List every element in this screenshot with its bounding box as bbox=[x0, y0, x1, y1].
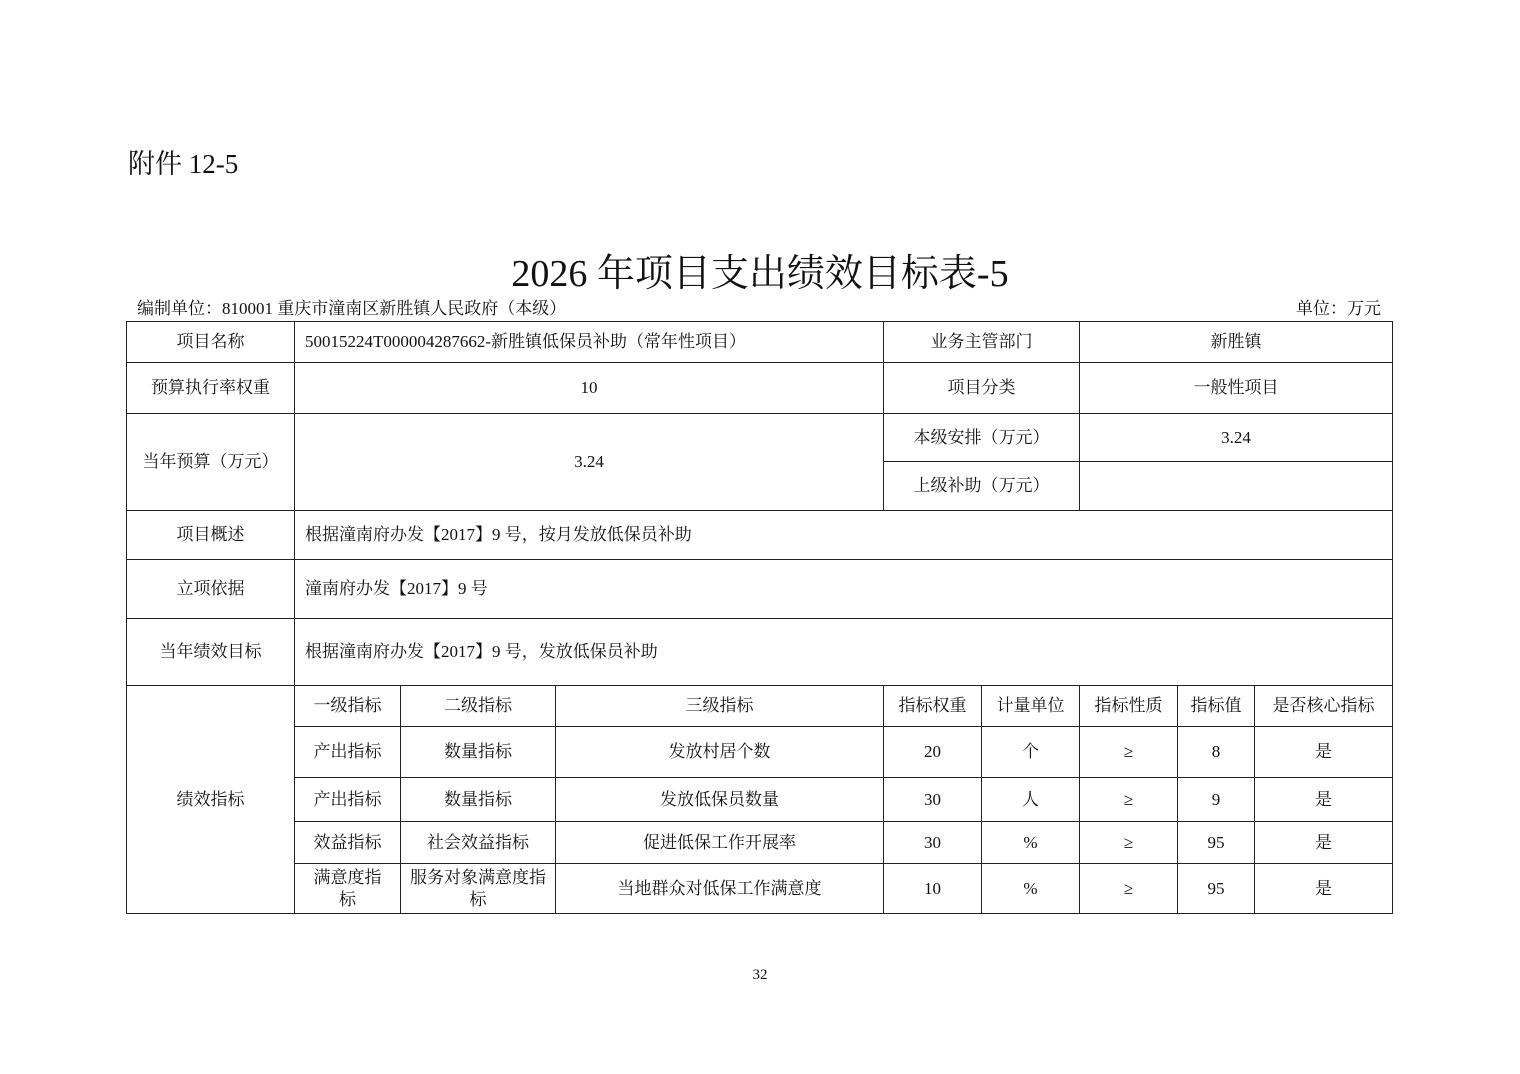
indicator-row bbox=[127, 864, 1393, 914]
unit-note: 单位：万元 bbox=[1296, 299, 1381, 318]
header-level1: 一级指标 bbox=[295, 686, 401, 727]
cell-core: 是 bbox=[1255, 822, 1393, 864]
header-level2: 二级指标 bbox=[401, 686, 556, 727]
row-exec-weight bbox=[127, 363, 1393, 414]
basis-value: 潼南府办发【2017】9 号 bbox=[295, 560, 1393, 619]
header-nature: 指标性质 bbox=[1080, 686, 1178, 727]
dept-label: 业务主管部门 bbox=[884, 322, 1080, 363]
indicators-label: 绩效指标 bbox=[127, 686, 295, 914]
upper-label: 上级补助（万元） bbox=[884, 462, 1080, 511]
cell-nature: ≥ bbox=[1080, 778, 1178, 822]
cell-nature: ≥ bbox=[1080, 822, 1178, 864]
row-basis bbox=[127, 560, 1393, 619]
cell-level3: 发放低保员数量 bbox=[556, 778, 884, 822]
indicator-header-row bbox=[127, 686, 1393, 727]
project-name-value: 50015224T000004287662-新胜镇低保员补助（常年性项目） bbox=[295, 322, 884, 363]
upper-value bbox=[1080, 462, 1393, 511]
exec-weight-value: 10 bbox=[295, 363, 884, 414]
cell-core: 是 bbox=[1255, 727, 1393, 778]
cell-level3: 当地群众对低保工作满意度 bbox=[556, 864, 884, 914]
cell-level1: 产出指标 bbox=[295, 778, 401, 822]
cell-value: 95 bbox=[1178, 822, 1255, 864]
project-name-label: 项目名称 bbox=[127, 322, 295, 363]
cell-level1: 产出指标 bbox=[295, 727, 401, 778]
row-budget bbox=[127, 414, 1393, 462]
category-label: 项目分类 bbox=[884, 363, 1080, 414]
indicator-row bbox=[127, 778, 1393, 822]
cell-level1: 效益指标 bbox=[295, 822, 401, 864]
compiling-unit: 编制单位：810001 重庆市潼南区新胜镇人民政府（本级） bbox=[137, 299, 567, 318]
row-overview bbox=[127, 511, 1393, 560]
cell-weight: 30 bbox=[884, 822, 982, 864]
indicator-row bbox=[127, 727, 1393, 778]
local-value: 3.24 bbox=[1080, 414, 1393, 462]
cell-level1: 满意度指标 bbox=[295, 864, 401, 914]
page-title: 2026 年项目支出绩效目标表-5 bbox=[511, 253, 1009, 295]
header-unit: 计量单位 bbox=[982, 686, 1080, 727]
budget-value: 3.24 bbox=[295, 414, 884, 511]
header-core: 是否核心指标 bbox=[1255, 686, 1393, 727]
cell-weight: 30 bbox=[884, 778, 982, 822]
page-number: 32 bbox=[752, 967, 768, 983]
basis-label: 立项依据 bbox=[127, 560, 295, 619]
goal-label: 当年绩效目标 bbox=[127, 619, 295, 686]
cell-level3: 发放村居个数 bbox=[556, 727, 884, 778]
budget-label: 当年预算（万元） bbox=[127, 414, 295, 511]
goal-value: 根据潼南府办发【2017】9 号，发放低保员补助 bbox=[295, 619, 1393, 686]
row-project-name bbox=[127, 322, 1393, 363]
performance-table bbox=[126, 321, 1393, 914]
category-value: 一般性项目 bbox=[1080, 363, 1393, 414]
attachment-label: 附件 12-5 bbox=[128, 149, 239, 179]
cell-value: 8 bbox=[1178, 727, 1255, 778]
dept-value: 新胜镇 bbox=[1080, 322, 1393, 363]
header-weight: 指标权重 bbox=[884, 686, 982, 727]
cell-unit: 个 bbox=[982, 727, 1080, 778]
header-level3: 三级指标 bbox=[556, 686, 884, 727]
exec-weight-label: 预算执行率权重 bbox=[127, 363, 295, 414]
cell-weight: 20 bbox=[884, 727, 982, 778]
cell-unit: 人 bbox=[982, 778, 1080, 822]
header-value: 指标值 bbox=[1178, 686, 1255, 727]
cell-level2: 数量指标 bbox=[401, 778, 556, 822]
local-label: 本级安排（万元） bbox=[884, 414, 1080, 462]
row-goal bbox=[127, 619, 1393, 686]
cell-level2: 服务对象满意度指标 bbox=[401, 864, 556, 914]
cell-level2: 社会效益指标 bbox=[401, 822, 556, 864]
cell-nature: ≥ bbox=[1080, 727, 1178, 778]
overview-value: 根据潼南府办发【2017】9 号，按月发放低保员补助 bbox=[295, 511, 1393, 560]
cell-level3: 促进低保工作开展率 bbox=[556, 822, 884, 864]
cell-value: 95 bbox=[1178, 864, 1255, 914]
indicator-row bbox=[127, 822, 1393, 864]
cell-unit: % bbox=[982, 864, 1080, 914]
cell-level2: 数量指标 bbox=[401, 727, 556, 778]
cell-unit: % bbox=[982, 822, 1080, 864]
cell-core: 是 bbox=[1255, 864, 1393, 914]
cell-value: 9 bbox=[1178, 778, 1255, 822]
cell-nature: ≥ bbox=[1080, 864, 1178, 914]
cell-weight: 10 bbox=[884, 864, 982, 914]
cell-core: 是 bbox=[1255, 778, 1393, 822]
overview-label: 项目概述 bbox=[127, 511, 295, 560]
